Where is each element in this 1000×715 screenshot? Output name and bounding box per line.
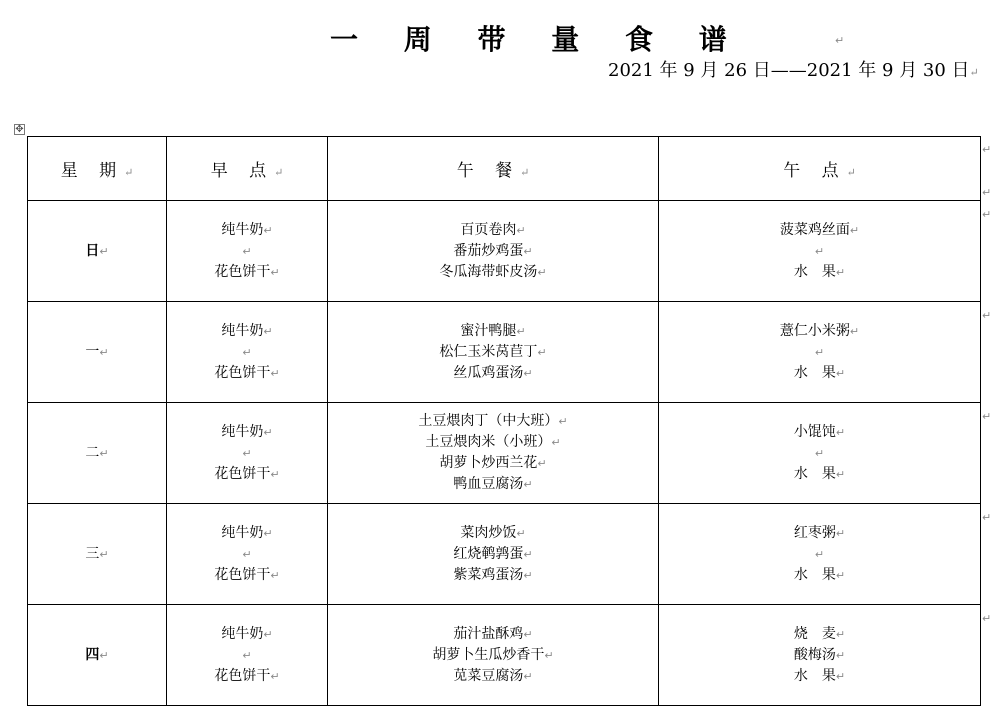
lunch-cell (328, 403, 659, 504)
paragraph-mark: ↵ (969, 66, 979, 79)
menu-item: 百页卷肉↵ (460, 221, 526, 238)
date-range (608, 56, 979, 82)
breakfast-cell (167, 201, 328, 302)
menu-item: ↵ (814, 446, 825, 460)
menu-item: 小馄饨↵ (793, 423, 846, 440)
menu-item: 冬瓜海带虾皮汤↵ (439, 263, 547, 280)
weekday-cell: 二↵ (28, 403, 167, 504)
menu-item: 花色饼干↵ (214, 566, 280, 583)
header-weekday: 星 期↵ (28, 137, 167, 201)
menu-item: 茄汁盐酥鸡↵ (453, 625, 533, 642)
menu-item: 烧 麦↵ (793, 625, 846, 642)
menu-item: 紫菜鸡蛋汤↵ (453, 566, 533, 583)
menu-item: 丝瓜鸡蛋汤↵ (453, 364, 533, 381)
page-title (330, 18, 745, 58)
menu-item: ↵ (242, 244, 252, 258)
weekday-label: 一 (85, 343, 100, 360)
weekday-cell: 日↵ (28, 201, 167, 302)
menu-item: 水 果↵ (793, 465, 846, 482)
menu-item: 纯牛奶↵ (221, 221, 273, 238)
menu-item: 红枣粥↵ (793, 524, 846, 541)
menu-item: 番茄炒鸡蛋↵ (453, 242, 533, 259)
row-end-mark: ↵ (982, 410, 992, 423)
menu-item: 松仁玉米莴苣丁↵ (439, 343, 547, 360)
menu-item: ↵ (242, 446, 252, 460)
paragraph-mark: ↵ (835, 34, 845, 47)
weekday-cell: 四↵ (28, 605, 167, 706)
menu-item: 纯牛奶↵ (221, 524, 273, 541)
menu-item: 花色饼干↵ (214, 263, 280, 280)
menu-item: 薏仁小米粥↵ (779, 322, 860, 339)
weekday-label: 二 (85, 444, 100, 461)
lunch-cell (328, 504, 659, 605)
snack-cell (659, 504, 981, 605)
menu-item: 菜肉炒饭↵ (460, 524, 526, 541)
menu-item: 苋菜豆腐汤↵ (453, 667, 533, 684)
lunch-cell (328, 605, 659, 706)
menu-item: 花色饼干↵ (214, 465, 280, 482)
menu-item: 花色饼干↵ (214, 667, 280, 684)
row-end-mark: ↵ (982, 612, 992, 625)
breakfast-cell (167, 605, 328, 706)
weekday-label: 四 (85, 646, 100, 663)
table-row (28, 302, 981, 403)
menu-item: 鸭血豆腐汤↵ (453, 476, 533, 492)
menu-item: 土豆煨肉米（小班）↵ (425, 434, 561, 450)
menu-item: ↵ (242, 345, 252, 359)
menu-item: 花色饼干↵ (214, 364, 280, 381)
row-end-mark: ↵ (982, 208, 992, 221)
menu-item: 纯牛奶↵ (221, 625, 273, 642)
weekday-cell: 一↵ (28, 302, 167, 403)
menu-item: 胡萝卜生瓜炒香干↵ (432, 646, 554, 663)
weekday-label: 三 (85, 545, 100, 562)
table-row (28, 504, 981, 605)
breakfast-cell (167, 302, 328, 403)
menu-item: 胡萝卜炒西兰花↵ (439, 455, 547, 471)
menu-item: 水 果↵ (793, 263, 846, 280)
menu-item: ↵ (242, 648, 252, 662)
header-lunch: 午 餐↵ (328, 137, 659, 201)
table-header-row (28, 137, 981, 201)
snack-cell (659, 201, 981, 302)
lunch-cell (328, 201, 659, 302)
table-move-handle-icon[interactable]: ✥ (15, 124, 24, 135)
table-row (28, 403, 981, 504)
row-end-mark: ↵ (982, 511, 992, 524)
menu-item: ↵ (814, 547, 825, 561)
menu-table (27, 136, 981, 706)
menu-item: 水 果↵ (793, 667, 846, 684)
snack-cell (659, 403, 981, 504)
menu-item: 水 果↵ (793, 566, 846, 583)
menu-item: ↵ (814, 244, 825, 258)
date-range-text: 2021 年 9 月 26 日——2021 年 9 月 30 日 (608, 60, 970, 81)
menu-item: 纯牛奶↵ (221, 423, 273, 440)
menu-item: 酸梅汤↵ (793, 646, 846, 663)
weekday-cell: 三↵ (28, 504, 167, 605)
snack-cell (659, 302, 981, 403)
row-end-mark: ↵ (982, 143, 992, 156)
title-text: 一 周 带 量 食 谱 (330, 23, 745, 56)
header-breakfast: 早 点↵ (167, 137, 328, 201)
weekday-label: 日 (85, 242, 100, 259)
breakfast-cell (167, 403, 328, 504)
table-row (28, 201, 981, 302)
menu-item: ↵ (814, 345, 825, 359)
menu-item: 蜜汁鸭腿↵ (460, 322, 526, 339)
menu-item: ↵ (242, 547, 252, 561)
snack-cell (659, 605, 981, 706)
lunch-cell (328, 302, 659, 403)
menu-item: 红烧鹌鹑蛋↵ (453, 545, 533, 562)
header-afternoon-snack: 午 点↵ (659, 137, 981, 201)
row-end-mark: ↵ (982, 186, 992, 199)
menu-item: 菠菜鸡丝面↵ (779, 221, 860, 238)
menu-item: 纯牛奶↵ (221, 322, 273, 339)
menu-item: 土豆煨肉丁（中大班）↵ (418, 413, 568, 429)
row-end-mark: ↵ (982, 309, 992, 322)
table-row (28, 605, 981, 706)
breakfast-cell (167, 504, 328, 605)
menu-item: 水 果↵ (793, 364, 846, 381)
